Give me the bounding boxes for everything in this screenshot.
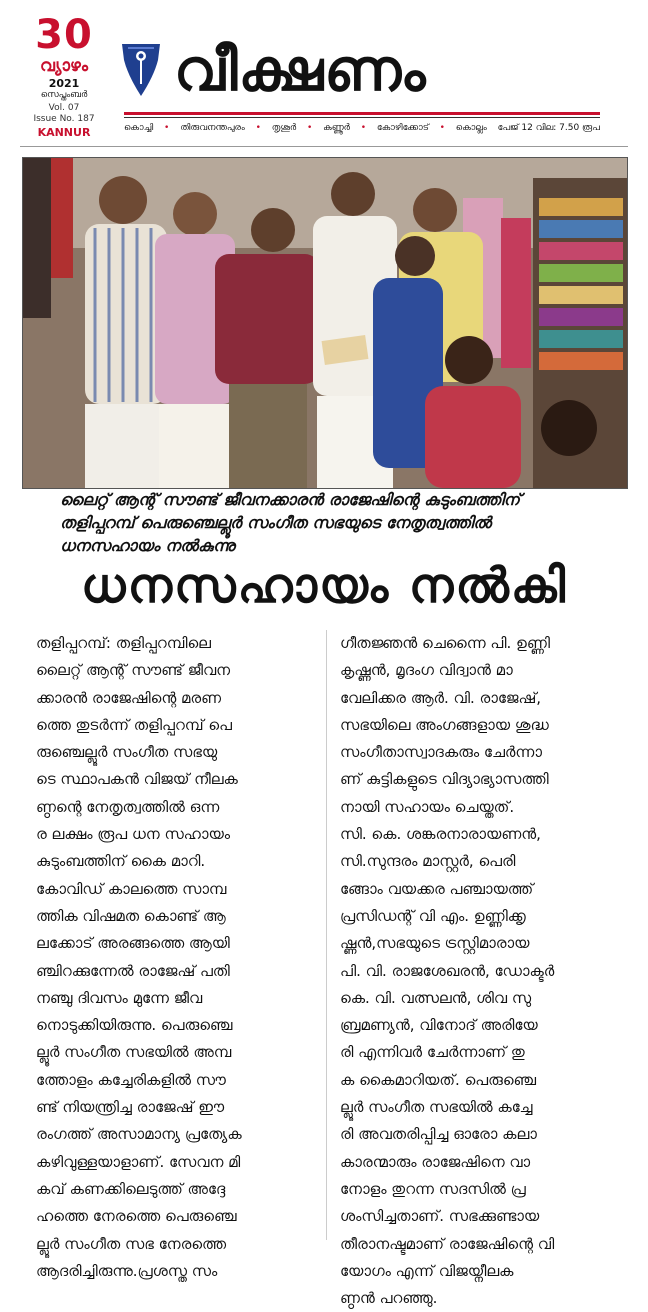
article-line: ടെ സ്ഥാപകൻ വിജയ് നീലക — [36, 770, 238, 789]
article-line: നായി സഹായം ചെയ്തത്. — [340, 797, 515, 816]
article-line: നോളം തുറന്ന സദസിൽ പ്ര — [340, 1179, 526, 1198]
article-line: ആദരിച്ചിരുന്നു.പ്രശസ്ത സം — [36, 1261, 218, 1280]
caption-line: തളിപ്പറമ്പ് പെരുഞ്ചെല്ലൂർ സംഗീത സഭയുടെ നേതൃത്വത്തിൽ — [60, 513, 492, 532]
article-line: ണ്ഠന്റെ നേതൃത്വത്തിൽ ഒന്ന — [36, 797, 220, 816]
photo-caption — [60, 488, 630, 557]
masthead — [0, 0, 648, 148]
article-line: ക കൈമാറിയത്. പെരുഞ്ചെ — [340, 1070, 537, 1089]
masthead-rule-black — [124, 117, 600, 118]
date-box — [16, 14, 112, 140]
date-month: സെപ്തംബർ — [40, 90, 88, 100]
article-line: തളിപ്പറമ്പ്: തളിപ്പറമ്പിലെ — [36, 634, 212, 652]
article-line: സി.സുന്ദരം മാസ്റ്റർ, പെരി — [340, 852, 516, 871]
article-line: ണ് കുട്ടികളുടെ വിദ്യാഭ്യാസത്തി — [340, 770, 549, 789]
logo-text: വീക്ഷണം — [174, 36, 427, 104]
city-thrissur: തൃശൂർ — [271, 123, 297, 133]
volume-number: Vol. 07 — [48, 103, 80, 113]
editions-strip — [124, 122, 600, 134]
city-kollam: കൊല്ലം — [455, 123, 487, 133]
article-line: ശംസിച്ചതാണ്. സഭക്കുണ്ടായ — [340, 1207, 540, 1226]
article-line: രുഞ്ചെല്ലൂർ സംഗീത സഭയു — [36, 743, 218, 762]
newspaper-logo — [118, 34, 608, 114]
column-divider — [326, 630, 327, 1240]
issue-number: Issue No. 187 — [33, 114, 95, 124]
caption-line: ലൈറ്റ് ആന്റ് സൗണ്ട് ജീവനക്കാരൻ രാജേഷിന്റെ കുടുംബത്തിന് — [60, 490, 520, 509]
separator-dot: • — [255, 123, 261, 133]
city-kochi: കൊച്ചി — [124, 123, 154, 133]
article-line: ല്ലൂർ സംഗീത സഭയിൽ കച്ചേ — [340, 1098, 533, 1117]
news-photo-illustration — [23, 158, 627, 488]
article-line: ലൈറ്റ് ആന്റ് സൗണ്ട് ജീവന — [36, 661, 231, 680]
article-line: പ്രസിഡന്റ് വി എം. ഉണ്ണിക്കൃ — [340, 906, 526, 925]
article-line: രി അവതരിപ്പിച്ച ഓരോ കലാ — [340, 1125, 537, 1144]
city-thiruvananthapuram: തിരുവനന്തപുരം — [180, 123, 245, 133]
article-line: സി. കെ. ശങ്കരനാരായണൻ, — [340, 825, 541, 844]
article-line: ഞ്ചിറക്കുന്നേൽ രാജേഷ് പതി — [36, 961, 230, 980]
headline: ധനസഹായം നൽകി — [80, 558, 568, 614]
article-line: ത്തിക വിഷമത കൊണ്ട് ആ — [36, 906, 226, 925]
city-kozhikode: കോഴിക്കോട് — [376, 123, 429, 133]
article-line: ഗീതജ്ഞൻ ചെന്നൈ പി. ഉണ്ണി — [340, 634, 550, 652]
article-line: തീരാനഷ്ടമാണ് രാജേഷിന്റെ വി — [340, 1234, 555, 1253]
article-line: നഞ്ചു ദിവസം മുന്നേ ജീവ — [36, 988, 203, 1007]
pages-price: പേജ് 12 വില: 7.50 രൂപ — [497, 123, 600, 133]
pen-nib-icon — [118, 40, 164, 100]
article-line: ര ലക്ഷം രൂപ ധന സഹായം — [36, 825, 231, 844]
article-line: കെ. വി. വത്സലൻ, ശിവ സു — [340, 988, 532, 1007]
article-line: ഹത്തെ നേരത്തെ പെരുഞ്ചെ — [36, 1207, 237, 1226]
article-line: വേലിക്കര ആർ. വി. രാജേഷ്, — [340, 688, 542, 707]
article-line: കൃഷ്ണൻ, മൃദംഗ വിദ്വാൻ മാ — [340, 661, 513, 680]
article-line: കവ് കണക്കിലെടുത്ത് അദ്ദേ — [36, 1179, 226, 1198]
separator-dot: • — [360, 123, 367, 133]
news-photo — [22, 157, 628, 489]
separator-dot: • — [439, 123, 445, 133]
date-day: 30 — [35, 12, 93, 58]
article-line: ഷ്ണൻ,സഭയുടെ ട്രസ്റ്റിമാരായ — [340, 934, 530, 953]
edition-name: KANNUR — [37, 126, 91, 139]
article-column-right — [340, 630, 620, 1312]
article-line: ണ്ട് നിയന്ത്രിച്ച രാജേഷ് ഈ — [36, 1098, 225, 1117]
article-line: ത്തോളം കച്ചേരികളിൽ സൗ — [36, 1070, 226, 1089]
article-line: ലക്കോട് അരങ്ങത്തെ ആയി — [36, 934, 230, 953]
article-line: കോവിഡ് കാലത്തെ സാമ്പ — [36, 879, 227, 898]
article-line: നൊടുക്കിയിരുന്നു. പെരുഞ്ചെ — [36, 1016, 233, 1035]
article-line: ല്ലൂർ സംഗീത സഭയിൽ അമ്പ — [36, 1043, 232, 1062]
article-line: ല്ലൂർ സംഗീത സഭ നേരത്തെ — [36, 1234, 227, 1253]
article-line: രി എന്നിവർ ചേർന്നാണ് തു — [340, 1043, 525, 1062]
article-line: ങ്ങോം വയക്കര പഞ്ചായത്ത് — [340, 879, 534, 898]
article-line: സഭയിലെ അംഗങ്ങളായ ശുദ്ധ — [340, 715, 549, 734]
caption-line: ധനസഹായം നൽകുന്നു — [60, 536, 235, 555]
date-weekday: വ്യാഴം — [40, 56, 88, 76]
article-line: ത്തെ തുടർന്ന് തളിപ്പറമ്പ് പെ — [36, 715, 232, 734]
article-line: പി. വി. രാജശേഖരൻ, ഡോക്ടർ — [340, 961, 555, 980]
article-column-left — [36, 630, 316, 1285]
article-line: ബ്രമണ്യൻ, വിനോദ് അരിയേ — [340, 1016, 538, 1035]
article-line: ണ്ഠൻ പറഞ്ഞു. — [340, 1289, 438, 1308]
masthead-divider — [20, 146, 628, 147]
separator-dot: • — [164, 123, 170, 133]
city-kannur: കണ്ണൂർ — [323, 123, 350, 133]
article-line: കുടുംബത്തിന് കൈ മാറി. — [36, 852, 206, 871]
article-line: യോഗം എന്ന് വിജയ്നീലക — [340, 1261, 514, 1280]
article-line: കഴിവുള്ളയാളാണ്. സേവന മി — [36, 1152, 241, 1171]
article-line: സംഗീതാസ്വാദകരും ചേർന്നാ — [340, 743, 542, 762]
date-year: 2021 — [48, 77, 80, 90]
separator-dot: • — [306, 123, 313, 133]
article-line: ക്കാരൻ രാജേഷിന്റെ മരണ — [36, 688, 222, 707]
article-line: കാരന്മാരും രാജേഷിനെ വാ — [340, 1152, 531, 1171]
masthead-rule-red — [124, 112, 600, 115]
article-line: രംഗത്ത് അസാമാന്യ പ്രത്യേക — [36, 1125, 242, 1144]
